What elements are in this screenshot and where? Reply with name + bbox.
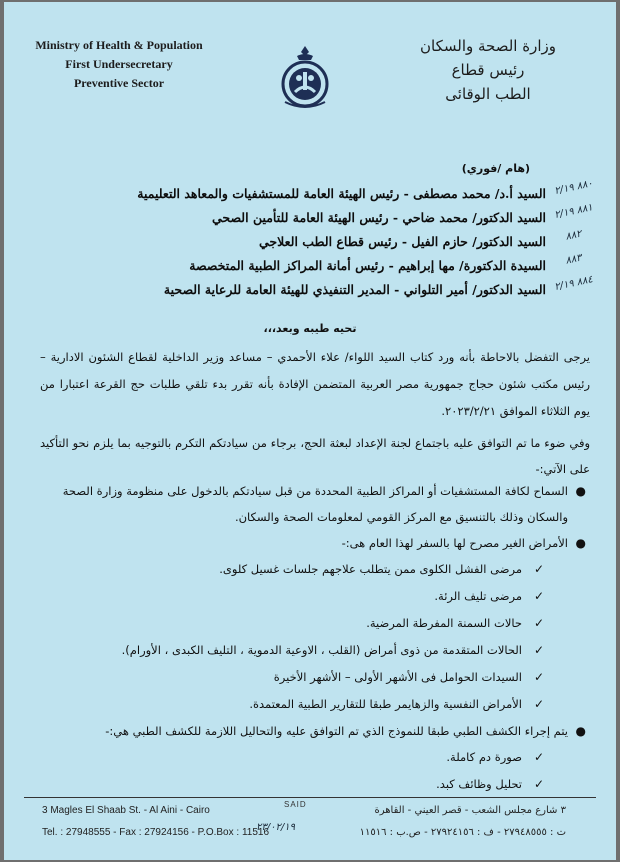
footer-address-en: 3 Magles El Shaab St. - Al Aini - Cairo [42,805,210,816]
test-item [28,771,568,798]
addressee-list [76,182,546,302]
footer-address-ar: ٣ شارع مجلس الشعب - قصر العيني - القاهرة [374,805,566,816]
disease-item-text: الحالات المتقدمة من ذوى أمراض (القلب ، الاوعية الدموية ، التليف الكبدى ، الأورام). [121,643,522,657]
disease-item [28,610,568,637]
ministry-name-en: Ministry of Health & Population [35,38,203,52]
checkmark-icon: ✓ [533,643,544,657]
point-3 [28,718,588,798]
point-1 [28,478,588,530]
checkmark-icon: ✓ [533,589,544,603]
disease-item-text: مرضى الفشل الكلوى ممن يتطلب علاجهم جلسات غسيل كلوى. [219,562,522,576]
margin-note-3: ٨٨٢ [564,228,583,243]
tests-list [28,744,568,798]
undersecretary-en: First Undersecretary [65,57,173,71]
addressee-5: السيد الدكتور/ أمير التلواني - المدير التنفيذي للهيئة العامة للرعاية الصحية [163,282,546,297]
addressee-3: السيد الدكتور/ حازم الفيل - رئيس قطاع الطب العلاجي [259,234,546,249]
test-item [28,744,568,771]
greeting: تحيه طيبه وبعد،،، [263,322,357,335]
handwritten-date: ٢٣/٠٢/١٩ [256,822,295,833]
checkmark-icon: ✓ [533,562,544,576]
footer-arabic [316,800,566,844]
checkmark-icon: ✓ [533,616,544,630]
addressee-2: السيد الدكتور/ محمد ضاحي - رئيس الهيئة العامة للتأمين الصحي [211,210,546,225]
ministry-name-ar: وزارة الصحة والسكان [420,37,556,55]
disease-item-text: السيدات الحوامل فى الأشهر الأولى – الأشهر الأخيرة [273,670,522,684]
margin-note-5: ٨٨٤ ٢/١٩ [553,274,594,294]
addressee-4: السيدة الدكتورة/ مها إبراهيم - رئيس أمانة المراكز الطبية المتخصصة [189,258,546,273]
handwritten-margin-notes [546,178,604,302]
disease-item [28,691,568,718]
margin-note-1: ٨٨٠ ٢/١٩ [553,178,594,198]
paragraph-intro: يرجى التفضل بالاحاطة بأنه ورد كتاب السيد اللواء/ علاء الأحمدي – مساعد وزير الداخلية لقطاع الشئون الادارية – رئيس مكتب شئون حجاج جمهورية مصر العربية المتضمن الإفادة بأنه تقرر بدء تلقي طلبات حج القرعة اعتبارا من يوم الثلاثاء الموافق ٢٠٢٣/٢/٢١. [40,350,590,418]
ministry-logo-icon [275,42,335,112]
margin-note-2: ٨٨١ ٢/١٩ [553,202,594,222]
urgent-label: (هام /فوري) [461,162,530,175]
sector-en: Preventive Sector [73,76,165,90]
header-english [24,36,214,93]
checkmark-icon: ✓ [533,750,544,764]
sector-ar: الطب الوقائى [445,85,531,103]
bullet-icon: ● [575,484,586,498]
footer-contacts-ar: ت : ٢٧٩٤٨٥٥٥ - ف : ٢٧٩٢٤١٥٦ - ص.ب : ١١٥١٦ [359,827,566,838]
disease-item [28,583,568,610]
disease-item [28,556,568,583]
disease-item-text: حالات السمنة المفرطة المرضية. [366,616,522,630]
points-list [28,478,588,798]
checkmark-icon: ✓ [533,670,544,684]
test-item-text: صورة دم كاملة. [446,750,522,764]
letter-page [4,2,616,860]
point-2 [28,530,588,718]
point-1-text: السماح لكافة المستشفيات أو المراكز الطبية المحددة من قبل سيادتكم بالدخول على منظومة وزارة الصحة والسكان وذلك بالتنسيق مع المركز القومي لمعلومات الصحة والسكان. [62,484,568,524]
point-2-text: الأمراض الغير مصرح لها بالسفر لهذا العام هى:- [341,536,568,550]
addressee-1: السيد أ.د/ محمد مصطفى - رئيس الهيئة العامة للمستشفيات والمعاهد التعليمية [137,186,546,201]
paragraph-request: وفي ضوء ما تم التوافق عليه باجتماع لجنة الإعداد لبعثة الحج، برجاء من سيادتكم التكرم بالتوجيه بما يلزم نحو التأكيد على الآتي:- [40,436,590,476]
footer-contacts-en: Tel. : 27948555 - Fax : 27924156 - P.O.Box : 11516 [42,827,270,838]
point-3-text: يتم إجراء الكشف الطبي طبقا للنموذج الذي تم التوافق عليه والتحاليل اللازمة للكشف الطبي هي:- [105,724,568,738]
footer-said: SAID [284,800,307,809]
margin-note-4: ٨٨٣ [564,252,583,267]
disease-item [28,637,568,664]
sector-head-ar: رئيس قطاع [451,61,525,79]
disease-item-text: الأمراض النفسية والزهايمر طبقا للتقارير الطبية المعتمدة. [249,697,522,711]
checkmark-icon: ✓ [533,777,544,791]
disease-item [28,664,568,691]
bullet-icon: ● [575,536,586,550]
bullet-icon: ● [575,724,586,738]
header-arabic [408,34,568,106]
footer-divider [24,797,596,798]
checkmark-icon: ✓ [533,697,544,711]
test-item-text: تحليل وظائف كبد. [436,777,522,791]
disease-item-text: مرضى تليف الرئة. [434,589,522,603]
diseases-list [28,556,568,718]
